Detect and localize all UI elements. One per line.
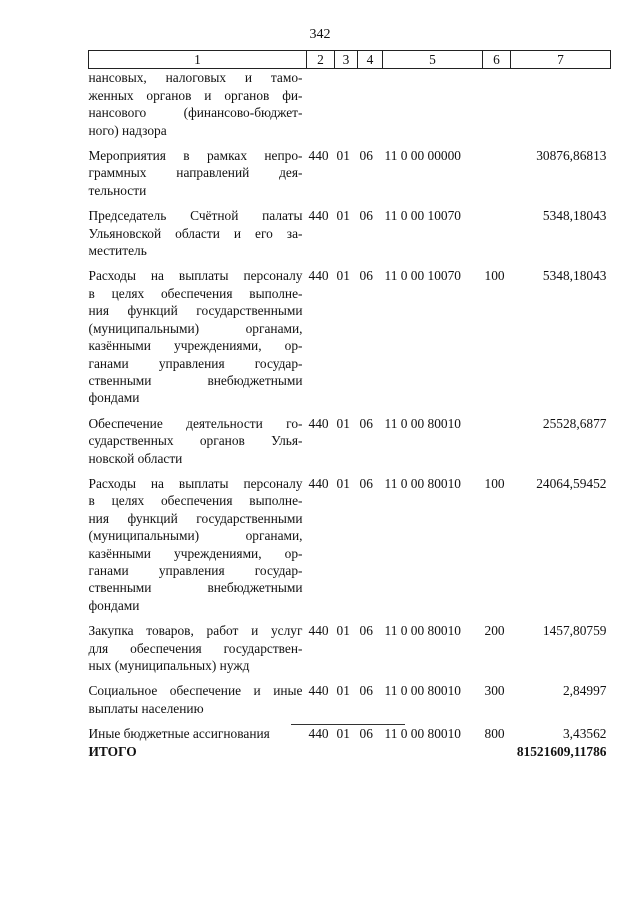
expense-type-code	[483, 199, 511, 259]
expense-type-code	[483, 407, 511, 467]
ministry-code: 440	[308, 623, 329, 639]
table-row	[89, 259, 611, 406]
table-row	[89, 614, 611, 674]
total-label: ИТОГО	[88, 743, 137, 759]
description-line: тельности	[88, 182, 147, 198]
ministry-code	[307, 69, 335, 139]
table-row	[89, 717, 611, 742]
description-line: для обеспечения государствен-	[88, 640, 303, 656]
description-line: ганами управления государ-	[88, 355, 303, 371]
section-code: 01	[336, 148, 350, 164]
amount: 24064,59452	[536, 475, 607, 491]
header-row	[89, 51, 611, 69]
description-line: (муниципальными) органами,	[88, 528, 303, 544]
description-line: Мероприятия в рамках непро-	[88, 148, 303, 164]
row-description	[89, 139, 307, 199]
amount: 30876,86813	[536, 148, 607, 164]
description-line: Расходы на выплаты персоналу	[88, 268, 303, 284]
row-description	[89, 614, 307, 674]
expense-type-code	[483, 69, 511, 139]
section-code	[335, 69, 358, 139]
header-cell: 2	[307, 51, 335, 69]
subsection-code: 06	[359, 683, 373, 699]
description-line: ных (муниципальных) нужд	[88, 658, 250, 673]
subsection-code: 06	[359, 208, 373, 224]
table-row	[89, 467, 611, 614]
target-article-code: 11 0 00 80010	[384, 623, 461, 639]
row-description	[89, 199, 307, 259]
expense-type-code: 100	[484, 475, 505, 491]
target-article-code: 11 0 00 80010	[384, 475, 461, 491]
header-cell: 3	[335, 51, 358, 69]
description-line: нансовых, налоговых и тамо-	[88, 70, 303, 86]
subsection-code: 06	[359, 415, 373, 431]
description-line: Социальное обеспечение и иные	[88, 683, 303, 699]
row-description	[89, 69, 307, 139]
description-line: фондами	[88, 597, 140, 613]
page-number: 342	[309, 27, 331, 42]
expense-type-code: 200	[484, 623, 505, 639]
ministry-code: 440	[308, 726, 329, 742]
header-cell: 5	[383, 51, 483, 69]
description-line: Закупка товаров, работ и услуг	[88, 623, 303, 639]
description-line: (муниципальными) органами,	[88, 320, 303, 336]
target-article-code: 11 0 00 10070	[384, 268, 461, 284]
description-line: нансового (финансово-бюджет-	[88, 105, 303, 121]
section-code: 01	[336, 683, 350, 699]
description-line: женных органов и органов фи-	[88, 87, 303, 103]
ministry-code: 440	[308, 683, 329, 699]
expense-type-code	[483, 139, 511, 199]
description-line: ственными внебюджетными	[88, 580, 303, 596]
section-code: 01	[336, 268, 350, 284]
description-line: Обеспечение деятельности го-	[88, 415, 303, 431]
subsection-code: 06	[359, 726, 373, 742]
subsection-code: 06	[359, 268, 373, 284]
row-description	[89, 259, 307, 406]
section-code: 01	[336, 726, 350, 742]
amount: 5348,18043	[542, 208, 607, 224]
expense-type-code: 300	[484, 683, 505, 699]
ministry-code: 440	[308, 475, 329, 491]
section-code: 01	[336, 208, 350, 224]
row-description	[89, 674, 307, 717]
amount: 3,43562	[562, 726, 607, 742]
amount: 2,84997	[562, 683, 607, 699]
ministry-code: 440	[308, 415, 329, 431]
expense-type-code: 100	[484, 268, 505, 284]
amount: 5348,18043	[542, 268, 607, 284]
description-line: Иные бюджетные ассигнования	[88, 726, 270, 742]
row-description	[89, 407, 307, 467]
description-line: в целях обеспечения выполне-	[88, 285, 303, 301]
description-line: меститель	[88, 243, 147, 259]
description-line: в целях обеспечения выполне-	[88, 493, 303, 509]
ministry-code: 440	[308, 208, 329, 224]
target-article-code: 11 0 00 80010	[384, 415, 461, 431]
description-line: ния функций государственными	[88, 510, 303, 526]
end-divider	[291, 724, 405, 725]
header-cell: 7	[511, 51, 611, 69]
description-line: новской области	[88, 450, 183, 466]
ministry-code: 440	[308, 148, 329, 164]
amount: 1457,80759	[542, 623, 607, 639]
description-line: ния функций государственными	[88, 303, 303, 319]
table-row	[89, 674, 611, 717]
ministry-code: 440	[308, 268, 329, 284]
description-line: казёнными учреждениями, ор-	[88, 545, 303, 561]
expense-type-code: 800	[484, 726, 505, 742]
subsection-code	[358, 69, 383, 139]
target-article-code: 11 0 00 10070	[384, 208, 461, 224]
total-amount: 81521609,11786	[516, 743, 607, 759]
header-cell: 4	[358, 51, 383, 69]
target-article-code: 11 0 00 00000	[384, 148, 461, 164]
description-line: выплаты населению	[88, 700, 204, 716]
subsection-code: 06	[359, 623, 373, 639]
header-cell: 6	[483, 51, 511, 69]
section-code: 01	[336, 415, 350, 431]
table-row	[89, 69, 611, 139]
table-body	[89, 69, 611, 743]
description-line: сударственных органов Улья-	[88, 433, 303, 449]
row-description	[89, 467, 307, 614]
target-article-code	[383, 69, 483, 139]
row-description	[89, 717, 307, 742]
description-line: ного) надзора	[88, 122, 167, 138]
target-article-code: 11 0 00 80010	[384, 683, 461, 699]
subsection-code: 06	[359, 148, 373, 164]
section-code: 01	[336, 475, 350, 491]
description-line: казёнными учреждениями, ор-	[88, 338, 303, 354]
amount: 25528,6877	[542, 415, 607, 431]
description-line: фондами	[88, 390, 140, 406]
header-cell: 1	[89, 51, 307, 69]
description-line: граммных направлений дея-	[88, 165, 303, 181]
target-article-code: 11 0 00 80010	[384, 726, 461, 742]
table-row	[89, 199, 611, 259]
description-line: Председатель Счётной палаты	[88, 208, 303, 224]
description-line: ганами управления государ-	[88, 562, 303, 578]
table-row	[89, 139, 611, 199]
table-row	[89, 407, 611, 467]
description-line: Расходы на выплаты персоналу	[88, 475, 303, 491]
total-row	[89, 743, 611, 760]
description-line: Ульяновской области и его за-	[88, 225, 303, 241]
amount	[511, 69, 611, 139]
section-code: 01	[336, 623, 350, 639]
description-line: ственными внебюджетными	[88, 372, 303, 388]
budget-table	[88, 50, 611, 760]
subsection-code: 06	[359, 475, 373, 491]
